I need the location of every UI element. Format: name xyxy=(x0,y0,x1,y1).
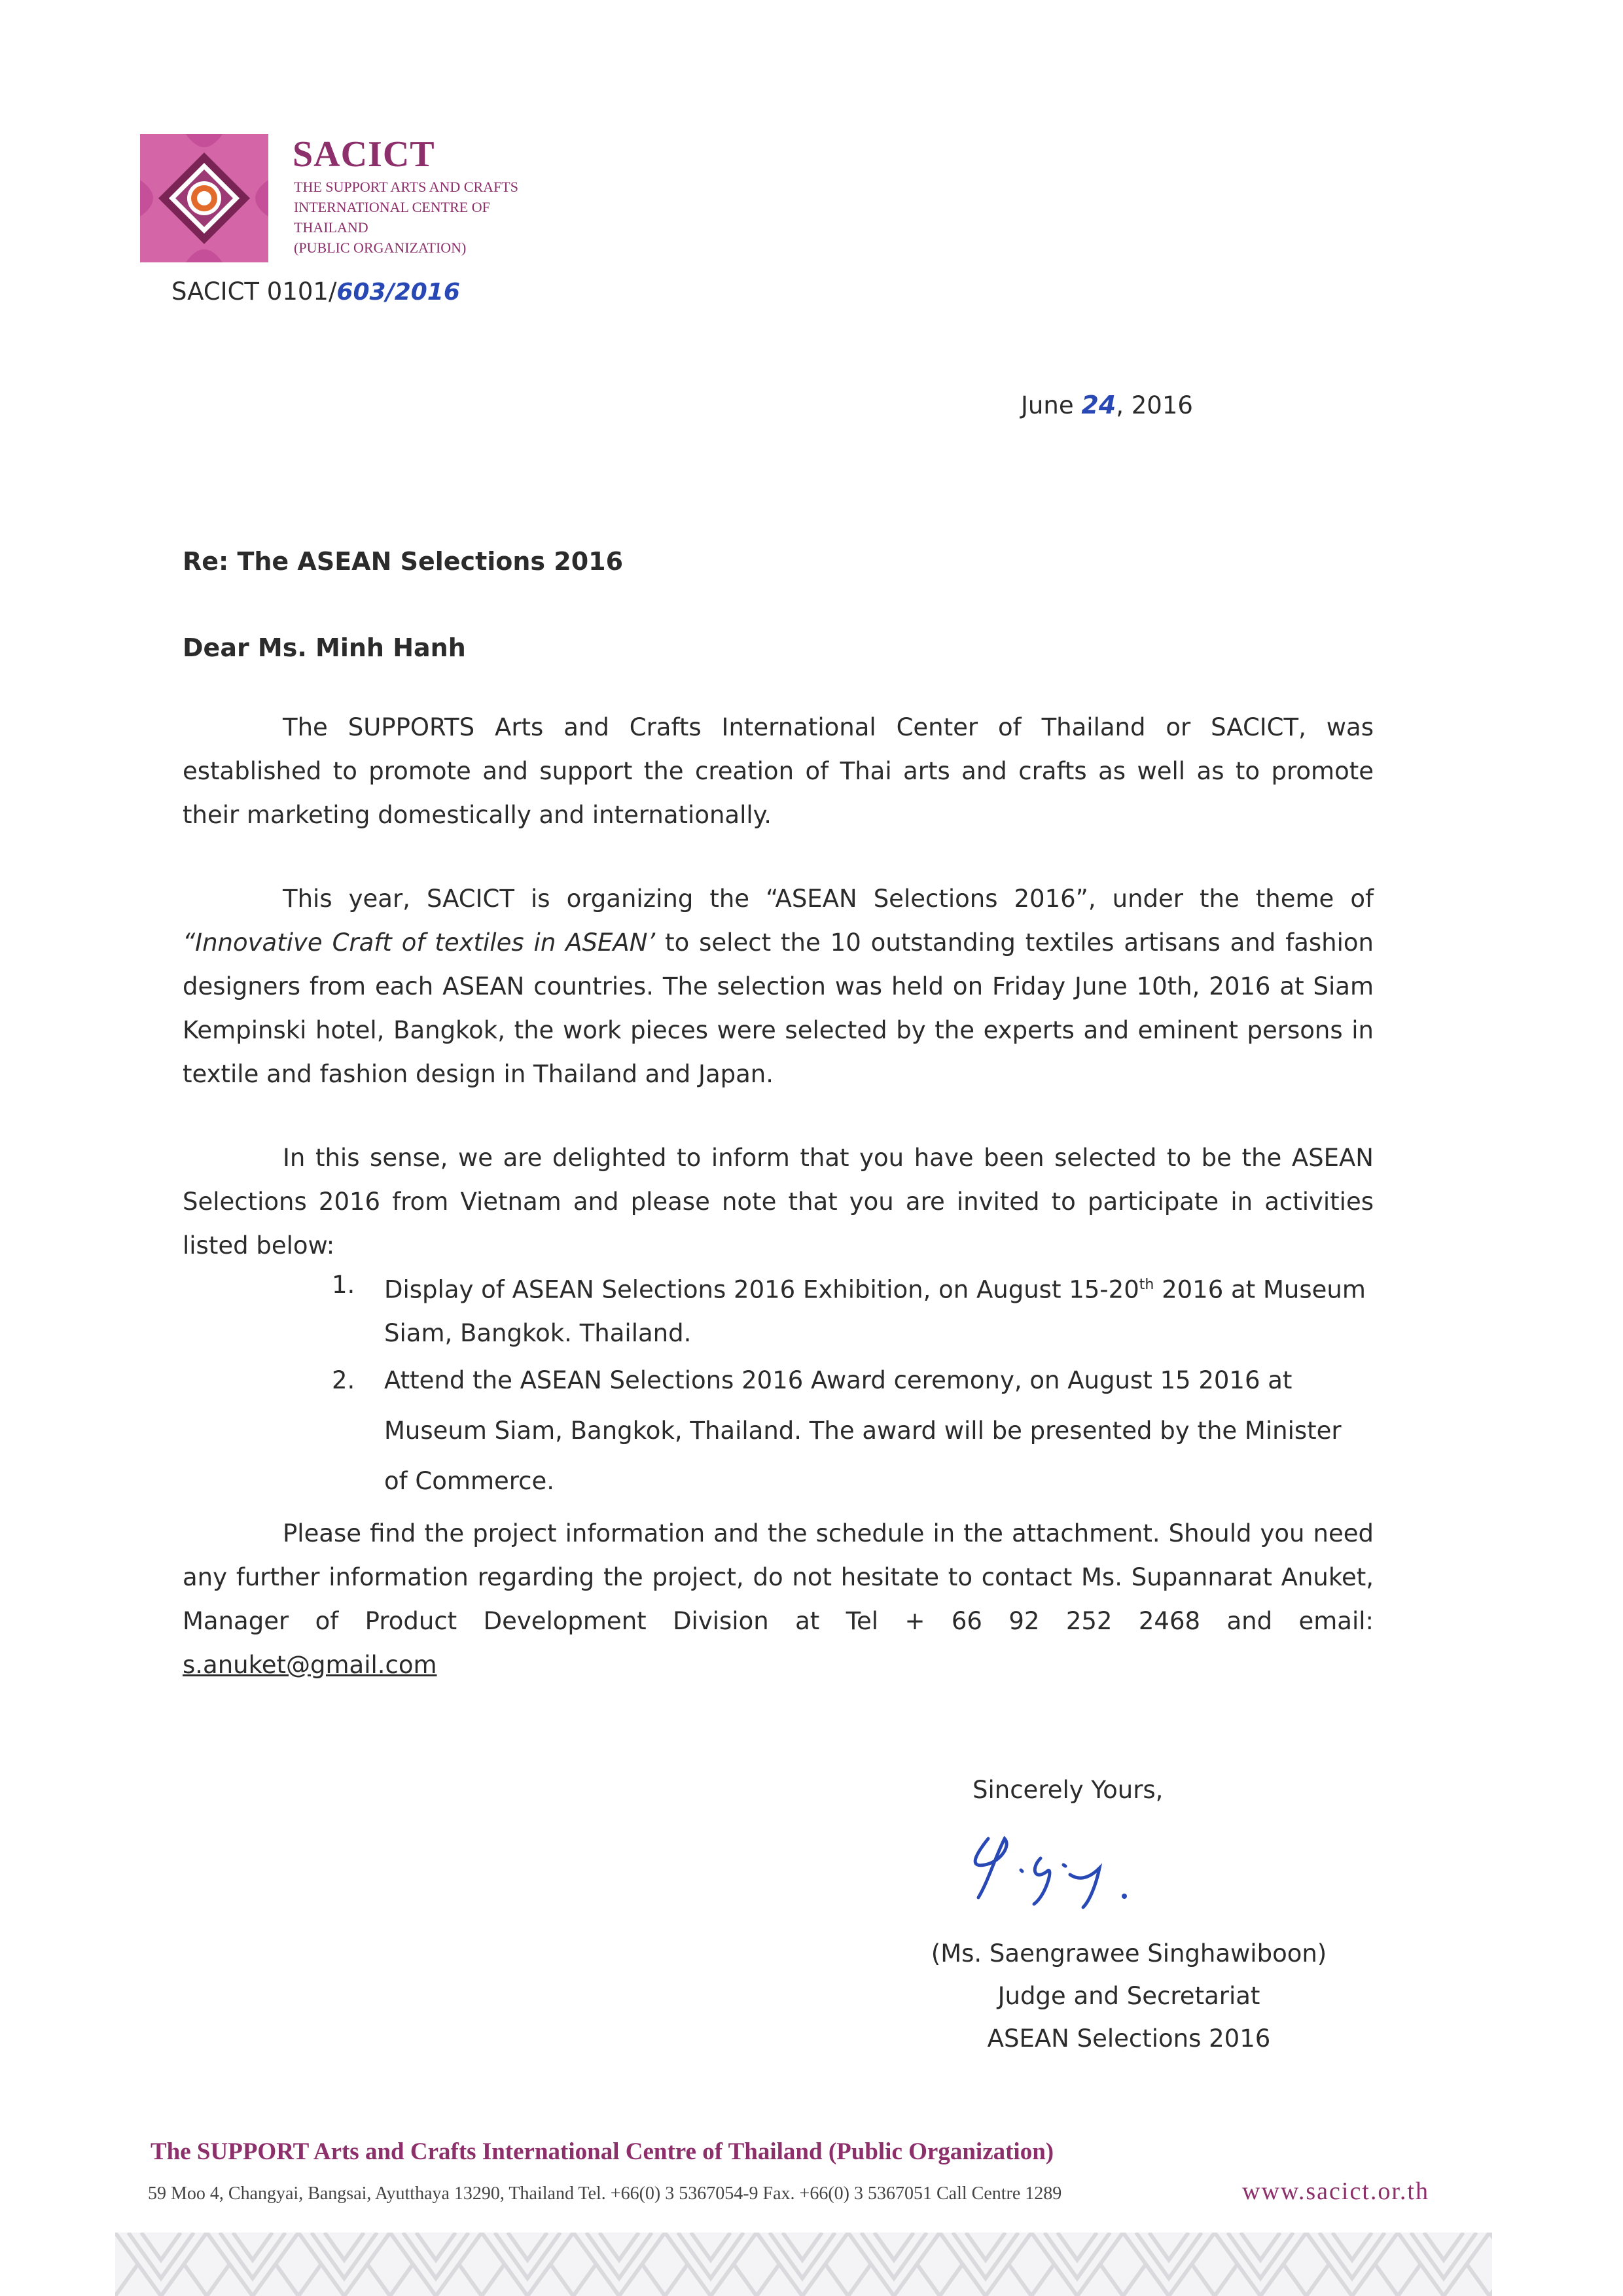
paragraph-contact-text: Please find the project information and the schedule in the attachment. Should you need any further information regarding the project, do not hesitate to contact Ms. Supannarat Anuket, Manager of Product Development Division at Tel + 66 92 252 2468 and email: xyxy=(183,1519,1374,1635)
reference-handwritten: 603/2016 xyxy=(336,279,460,306)
org-full-name xyxy=(294,177,582,258)
footer-org-title: The SUPPORT Arts and Crafts International Centre of Thailand (Public Organization) xyxy=(151,2138,1054,2165)
list-number: 2. xyxy=(332,1366,355,1395)
reference-prefix: SACICT 0101/ xyxy=(171,277,337,306)
footer-pattern xyxy=(115,2233,1492,2296)
signer-title: Judge and Secretariat xyxy=(997,1982,1260,2010)
list-item-text: 2016 at Museum Siam, Bangkok. Thailand. xyxy=(384,1275,1366,1348)
signer-event: ASEAN Selections 2016 xyxy=(987,2024,1271,2053)
contact-email-link[interactable]: s.anuket@gmail.com xyxy=(183,1651,437,1679)
salutation: Dear Ms. Minh Hanh xyxy=(183,633,466,662)
paragraph-selection: In this sense, we are delighted to inform that you have been selected to be the ASEAN Selections 2016 from Vietnam and please note that you are invited to participate in activities listed below: xyxy=(183,1144,1374,1260)
paragraph-event-text: This year, SACICT is organizing the “ASEAN Selections 2016”, under the theme of xyxy=(283,885,1374,913)
date-prefix: June xyxy=(1021,391,1082,419)
list-item xyxy=(332,1263,1372,1355)
list-number: 1. xyxy=(332,1271,355,1299)
list-item-text: Display of ASEAN Selections 2016 Exhibition, on August 15-20 xyxy=(384,1275,1139,1304)
footer-address: 59 Moo 4, Changyai, Bangsai, Ayutthaya 13290, Thailand Tel. +66(0) 3 5367054-9 Fax. +66(0) 3 5367051 Call Centre 1289 xyxy=(148,2183,1062,2204)
paragraph-event xyxy=(183,877,1374,1096)
ordinal-suffix: th xyxy=(1139,1277,1154,1293)
sacict-logo xyxy=(140,134,268,262)
org-line: THE SUPPORT ARTS AND CRAFTS xyxy=(294,179,518,195)
paragraph-event-text: to select the 10 outstanding textiles artisans and fashion designers from each ASEAN countries. The selection was held on Friday June 10th, 2016 at Siam Kempinski hotel, Bangkok, the work pieces were selected by the experts and eminent persons in textile and fashion design in Thailand and Japan. xyxy=(183,928,1374,1088)
org-line: (PUBLIC ORGANIZATION) xyxy=(294,239,467,256)
signer-block xyxy=(893,1932,1364,2060)
org-line: THAILAND xyxy=(294,219,368,236)
paragraph-intro: The SUPPORTS Arts and Crafts International Center of Thailand or SACICT, was established to promote and support the creation of Thai arts and crafts as well as to promote their marketing domestically and internationally. xyxy=(183,713,1374,829)
subject-line: Re: The ASEAN Selections 2016 xyxy=(183,547,624,576)
paragraph-contact xyxy=(183,1511,1374,1687)
activity-list xyxy=(332,1263,1372,1506)
footer-website-link[interactable]: www.sacict.or.th xyxy=(1242,2178,1429,2205)
closing: Sincerely Yours, xyxy=(972,1776,1164,1804)
theme-title: “Innovative Craft of textiles in ASEAN’ xyxy=(183,928,656,957)
signature xyxy=(949,1819,1185,1917)
list-item-text: Attend the ASEAN Selections 2016 Award ceremony, on August 15 2016 at Museum Siam, Bangkok, Thailand. The award will be presented by the Minister of Commerce. xyxy=(384,1366,1342,1496)
org-short-name: SACICT xyxy=(293,134,435,175)
signer-name: (Ms. Saengrawee Singhawiboon) xyxy=(931,1939,1327,1968)
reference-number xyxy=(171,277,460,306)
letter-date xyxy=(1021,391,1193,419)
date-day-handwritten: 24 xyxy=(1081,391,1116,419)
list-item xyxy=(332,1355,1372,1506)
date-suffix: , 2016 xyxy=(1116,391,1193,419)
org-line: INTERNATIONAL CENTRE OF xyxy=(294,199,490,215)
